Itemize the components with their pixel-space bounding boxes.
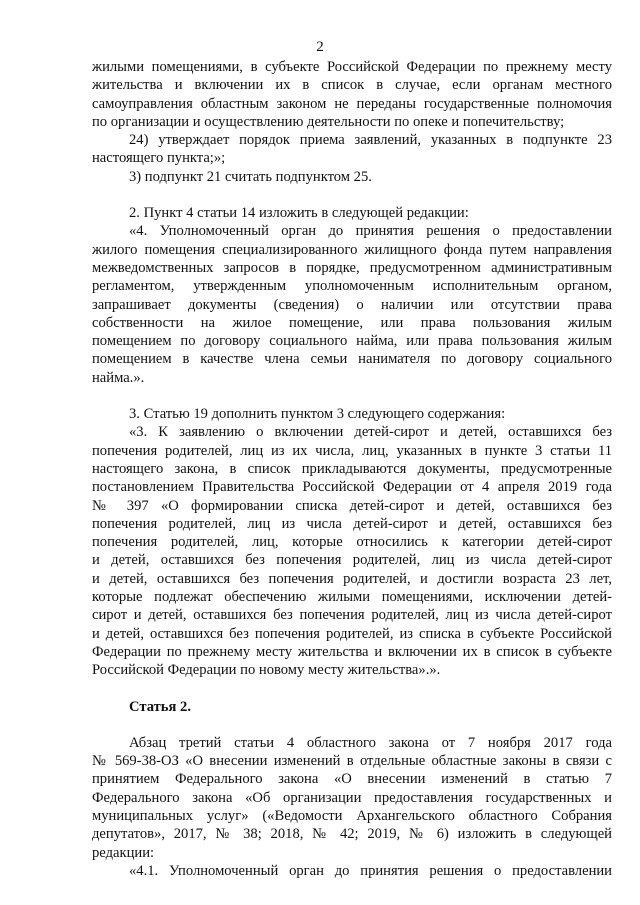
paragraph-gap [92,387,612,405]
text-line: собственности на жилое помещение, или права пользования жилым [92,314,612,331]
text-line: межведомственных запросов в порядке, предусмотренном административным [92,259,612,276]
text-line: самоуправления областным законом не переданы государственные полномочия [92,95,612,112]
text-line: принятием Федерального закона «О внесении изменений в статью 7 [92,771,612,788]
text-line: попечения родителей, лиц из числа детей-сирот и детей, оставшихся без [92,515,612,532]
text-line: найма.». [92,369,145,386]
text-line: депутатов», 2017, № 38; 2018, № 42; 2019, № 6) изложить в следующей [92,826,612,843]
text-line: 24) утверждает порядок приема заявлений, указанных в подпункте 23 [129,132,612,149]
text-line: «4.1. Уполномоченный орган до принятия решения о предоставлении [129,862,612,879]
paragraph-gap [92,186,612,204]
text-line: настоящего закона, в список прикладываются документы, предусмотренные [92,460,612,477]
text-line: попечения родителей, лиц, которые относились к категории детей-сирот [92,534,612,551]
text-line: «4. Уполномоченный орган до принятия решения о предоставлении [129,223,612,240]
text-line: № 569-38-ОЗ «О внесении изменений в отдельные областные законы в связи с [92,753,612,770]
text-line: жилыми помещениями, в субъекте Российской Федерации по прежнему месту [92,59,612,75]
text-line: 3) подпункт 21 считать подпунктом 25. [129,168,372,185]
text-line: Федерального закона «Об организации предоставления государственных и [92,789,612,806]
text-line: редакции: [92,844,155,861]
text-line: постановлением Правительства Российской Федерации от 4 апреля 2019 года [92,479,612,496]
text-line: № 397 «О формировании списка детей-сирот и детей, оставшихся без [92,497,612,514]
text-line: настоящего пункта;»; [92,150,226,167]
text-line: Абзац третий статьи 4 областного закона от 7 ноября 2017 года [129,734,612,751]
text-line: 2. Пункт 4 статьи 14 изложить в следующей редакции: [129,205,469,222]
text-line: сирот и детей, оставшихся без попечения родителей, лиц из числа детей-сирот [92,607,612,624]
text-line: и детей, оставшихся без попечения родителей, и достигли возраста 23 лет, [92,570,612,587]
text-line: помещением по договору социального найма, или права пользования жилым [92,333,612,350]
text-line: «3. К заявлению о включении детей-сирот и детей, оставшихся без [129,424,612,441]
text-line: по организации и осуществлению деятельности по опеке и попечительству; [92,113,565,130]
text-line: и детей, оставшихся без попечения родителей, из списка в субъекте Российской [92,625,612,642]
text-line: запрашивает документы (сведения) о наличии или отсутствии права [92,296,612,313]
document-body [92,58,612,880]
text-line: 3. Статью 19 дополнить пунктом 3 следующего содержания: [129,406,506,423]
text-line: Федерации по прежнему месту жительства и включении их в список в субъекте [92,643,612,660]
paragraph-gap [92,680,612,698]
text-line: попечения родителей, лиц из их числа, лиц, указанных в пункте 3 статьи 11 [92,442,612,459]
text-line: регламентом, утвержденным уполномоченным исполнительным органом, [92,278,612,295]
text-line: и детей, оставшихся без попечения родителей, лиц из числа детей-сирот [92,552,612,569]
paragraph-gap [92,716,612,734]
page-number: 2 [316,39,324,55]
text-line: помещением в качестве члена семьи нанимателя по договору социального [92,351,612,368]
text-line: Российской Федерации по новому месту жительства».». [92,662,441,679]
text-line: которые подлежат обеспечению жилыми помещениями, исключении детей- [92,589,612,606]
text-line: муниципальных услуг» («Ведомости Архангельского областного Собрания [92,807,612,824]
text-line: жилого помещения специализированного жилищного фонда путем направления [92,241,612,258]
text-line: жительства и включении их в список в случае, если органам местного [92,77,612,94]
article-heading: Статья 2. [129,698,191,715]
